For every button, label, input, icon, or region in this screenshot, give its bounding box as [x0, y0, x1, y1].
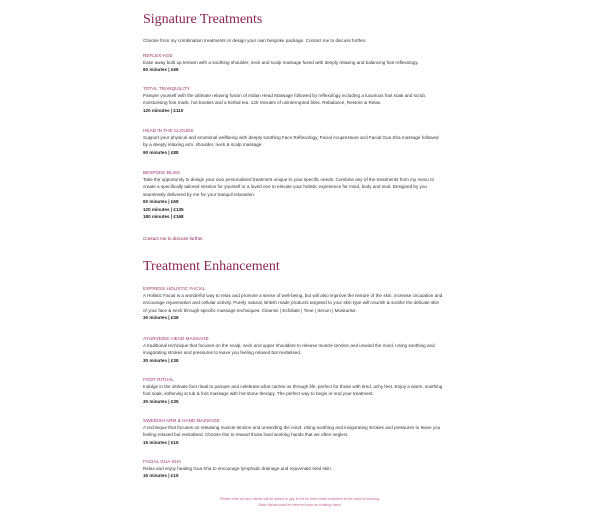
treatment-description: Ease away built up tension with a soothing shoulder, neck and scalp massage fused with deeply relaxing and balancing foot reflexology.	[143, 60, 419, 65]
enhancement-item	[143, 336, 443, 364]
treatment-price: 30 minutes | £35	[143, 398, 179, 404]
treatment-price: 30 minutes | £38	[143, 315, 179, 321]
footer-line-referral: Male clients must be referred from an existing client.	[258, 502, 342, 507]
treatment-name: FOOT RITUAL	[143, 377, 174, 382]
treatment-name: SWEDISH ARM & HAND MASSAGE	[143, 418, 220, 423]
treatment-name: FACIAL GUA SHA	[143, 459, 182, 464]
treatment-item	[143, 86, 443, 114]
contact-link[interactable]: Contact me to discuss further.	[143, 236, 204, 241]
signature-treatments-title: Signature Treatments	[143, 12, 263, 27]
treatment-name: AYURVEDIC HEAD MASSAGE	[143, 336, 209, 341]
treatment-enhancement-title: Treatment Enhancement	[143, 259, 280, 274]
treatment-name: HEAD IN THE CLOUDS	[143, 128, 194, 133]
treatment-description: Pamper yourself with the ultimate relaxing fusion of Indian Head Massage followed by reflexology including a luxurious foot soak and scrub, moisturising foot mask, hot booties and a herbal tea. 120 minutes of uninterrupted bliss. Rebalance, Restore & Relax.	[143, 93, 427, 106]
footer-line-payment: Please note all new clients will be asked to pay in full for their initial treatment at the point of booking.	[219, 497, 380, 501]
treatment-description: Relax and enjoy healing Gua Sha to encourage lymphatic drainage and rejuvenate tired skin.	[143, 466, 332, 471]
footer-note	[0, 497, 600, 508]
treatment-description: A technique that focuses on releasing muscle tension and unwinding the mind. Using soothing and invigorating strokes and pressures to leave you feeling relaxed but revitalised. Choose this to reward those hard working hands that we often neglect.	[143, 425, 441, 438]
treatment-price: 30 minutes | £38	[143, 357, 179, 363]
treatment-price: 60 minutes | £68	[143, 199, 179, 205]
treatment-name: TOTAL TRANQUILITY	[143, 86, 190, 91]
treatment-price: 60 minutes | £68	[143, 67, 179, 73]
enhancement-item	[143, 377, 443, 405]
treatment-item	[143, 53, 443, 74]
treatment-price: 15 minutes | £15	[143, 439, 179, 445]
treatment-price: 180 minutes | £168	[143, 214, 184, 220]
treatment-item	[143, 170, 443, 220]
treatment-name: EXPRESS HOLISTIC FACIAL	[143, 286, 206, 291]
treatment-description: Indulge in the ultimate foot ritual to pamper and celebrate what carries us through life; perfect for those with tired, achy feet. Enjoy a warm, soothing foot soak, softening scrub & foot massage with hot stone therapy. The perfect way to begin or end your treatment.	[143, 384, 443, 397]
treatment-name: REFLEX-AGE	[143, 53, 173, 58]
enhancement-item	[143, 418, 443, 446]
treatment-name: BESPOKE BLISS	[143, 170, 180, 175]
treatment-price: 120 minutes | £110	[143, 107, 184, 113]
enhancement-item	[143, 286, 443, 322]
enhancement-item	[143, 459, 443, 480]
treatment-item	[143, 128, 443, 156]
signature-intro: Choose from my combination treatments or design your own bespoke package. Contact me to discuss further.	[143, 38, 367, 43]
treatment-price: 120 minutes | £135	[143, 206, 184, 212]
treatment-price: 90 minutes | £88	[143, 149, 179, 155]
treatment-description: A traditional technique that focuses on the scalp, neck and upper shoulders to release muscle tension and unwind the mind. Using soothing and invigorating strokes and pressures to leave you feeling relaxed but revitalised.	[143, 343, 435, 356]
treatment-description: Take the opportunity to design your own personalised treatment unique to your specific needs. Combine any of the treatments from my menu to create a specifically tailored session for yourself or a loved one to elevate your holistic experience for mind, body and soul. Designed by you seamlessly delivered by me for your tranquil relaxation.	[143, 177, 435, 197]
treatment-description: Support your physical and emotional wellbeing with deeply soothing Face Reflexology, Facial Acupressure and Facial Gua Sha massage followed by a deeply relaxing arm, shoulder, neck & scalp massage.	[143, 135, 439, 148]
treatment-description: A Holistic Facial is a wonderful way to relax and promote a sense of well-being, but will also improve the texture of the skin, increase circulation and encourage rejuvenation and cellular activity. Purely natural, British made products targeted to your skin type will nourish & soothe the delicate skin of your face & neck through specific massage techniques. Cleanse | Exfoliate | Tone | Serum | Moisturise.	[143, 293, 443, 313]
treatment-price: 15 minutes | £15	[143, 473, 179, 479]
